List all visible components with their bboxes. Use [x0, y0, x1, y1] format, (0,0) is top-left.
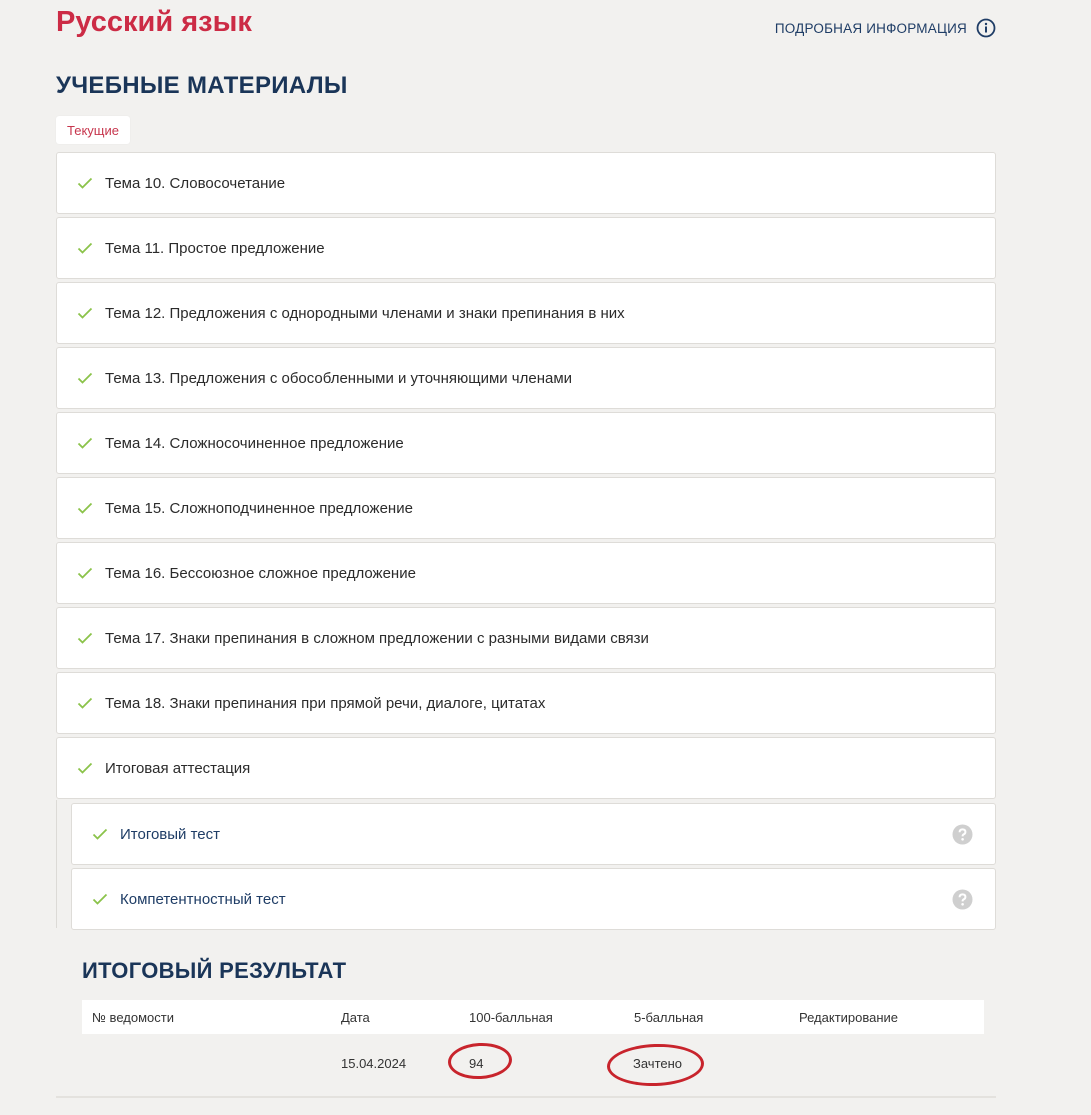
- topic-item[interactable]: [56, 217, 996, 279]
- topic-label: Тема 16. Бессоюзное сложное предложение: [105, 564, 416, 582]
- topic-label: Тема 10. Словосочетание: [105, 174, 286, 192]
- check-icon: [77, 372, 93, 384]
- check-icon: [77, 632, 93, 644]
- date-cell: 15.04.2024: [341, 1055, 407, 1071]
- help-icon[interactable]: [952, 824, 973, 845]
- materials-heading: УЧЕБНЫЕ МАТЕРИАЛЫ: [56, 72, 348, 99]
- topic-label: Тема 15. Сложноподчиненное предложение: [105, 499, 413, 517]
- annotation-circle-grade: [606, 1042, 704, 1087]
- help-icon[interactable]: [952, 889, 973, 910]
- topic-label: Итоговая аттестация: [105, 759, 251, 777]
- topic-item[interactable]: [56, 152, 996, 214]
- tree-line: [56, 800, 57, 928]
- topic-label: Тема 14. Сложносочиненное предложение: [105, 434, 404, 452]
- result-heading: ИТОГОВЫЙ РЕЗУЛЬТАТ: [82, 958, 347, 983]
- check-icon: [92, 893, 108, 905]
- check-icon: [77, 567, 93, 579]
- column-header: 100-балльная: [469, 1009, 553, 1025]
- check-icon: [77, 307, 93, 319]
- topic-item[interactable]: [56, 607, 996, 669]
- topic-list: [56, 152, 996, 802]
- attestation-subitems: [56, 800, 996, 930]
- check-icon: [77, 697, 93, 709]
- topic-item[interactable]: [56, 347, 996, 409]
- check-icon: [77, 437, 93, 449]
- check-icon: [92, 828, 108, 840]
- score-100-cell: 94: [469, 1055, 484, 1071]
- subtopic-competence-test[interactable]: [71, 868, 996, 930]
- topic-item[interactable]: [56, 542, 996, 604]
- result-table-header: [82, 1000, 984, 1034]
- topic-label: Тема 18. Знаки препинания при прямой речи, диалоге, цитатах: [105, 694, 546, 712]
- topic-label: Тема 11. Простое предложение: [105, 239, 325, 257]
- subtopic-label: Итоговый тест: [120, 825, 221, 843]
- check-icon: [77, 242, 93, 254]
- column-header: № ведомости: [92, 1009, 174, 1025]
- annotation-circle-score: [447, 1041, 513, 1080]
- result-table: [82, 1000, 984, 1092]
- topic-label: Тема 12. Предложения с однородными членами и знаки препинания в них: [105, 304, 625, 322]
- topic-item[interactable]: [56, 477, 996, 539]
- topic-item[interactable]: [56, 412, 996, 474]
- check-icon: [77, 502, 93, 514]
- tab-current[interactable]: Текущие: [56, 116, 130, 144]
- column-header: Редактирование: [799, 1009, 899, 1025]
- more-info-link[interactable]: [775, 18, 996, 38]
- subtopic-final-test[interactable]: [71, 803, 996, 865]
- table-row: [82, 1034, 984, 1092]
- more-info-label: ПОДРОБНАЯ ИНФОРМАЦИЯ: [774, 20, 967, 36]
- check-icon: [77, 177, 93, 189]
- check-icon: [77, 762, 93, 774]
- score-5-cell: Зачтено: [633, 1055, 683, 1071]
- page-title: Русский язык: [56, 6, 252, 38]
- subtopic-label: Компетентностный тест: [120, 890, 286, 908]
- divider: [56, 1096, 996, 1098]
- info-icon: [976, 18, 996, 38]
- column-header: Дата: [341, 1009, 370, 1025]
- topic-item[interactable]: [56, 282, 996, 344]
- topic-label: Тема 17. Знаки препинания в сложном предложении с разными видами связи: [105, 629, 649, 647]
- column-header: 5-балльная: [634, 1009, 704, 1025]
- topic-item-final-attestation[interactable]: [56, 737, 996, 799]
- topic-label: Тема 13. Предложения с обособленными и уточняющими членами: [105, 369, 573, 387]
- topic-item[interactable]: [56, 672, 996, 734]
